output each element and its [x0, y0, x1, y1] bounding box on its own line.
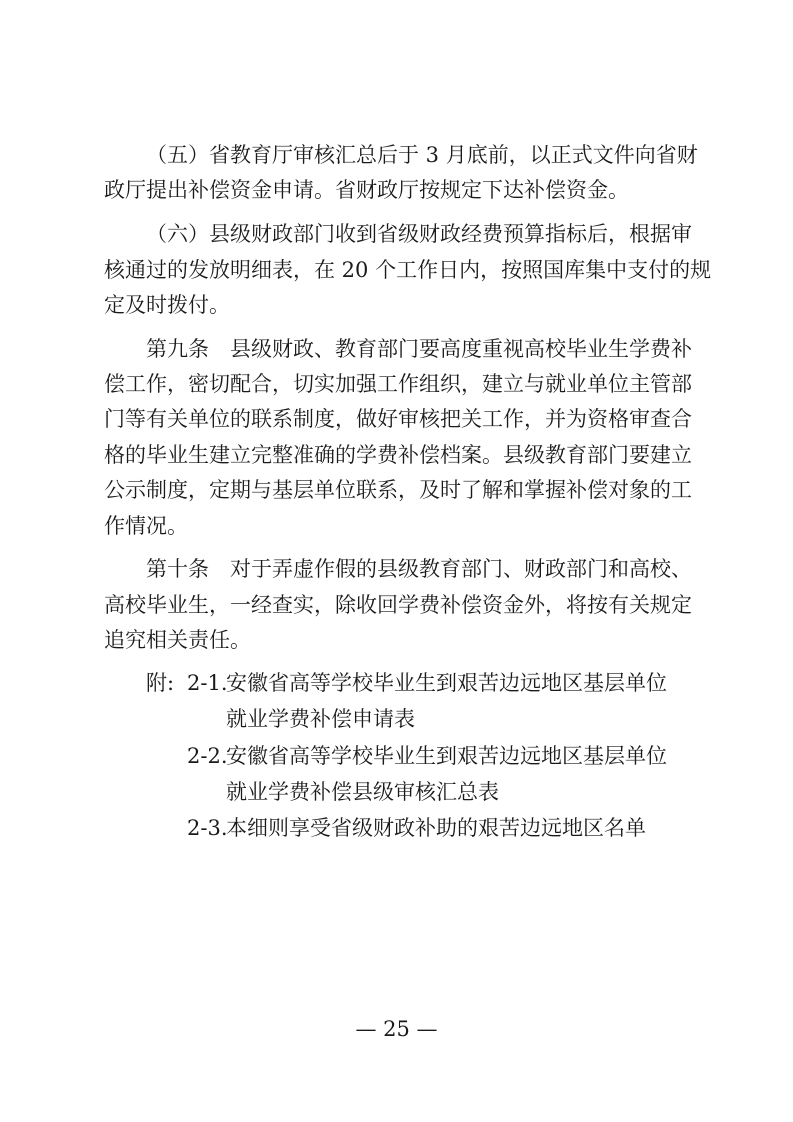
article-10-line-3: 追究相关责任。 — [104, 628, 251, 652]
article-9-line-2: 偿工作，密切配合，切实加强工作组织，建立与就业单位主管部 — [104, 372, 692, 396]
attachment-number: 2-2. — [187, 744, 228, 768]
attachment-title-line-1: 安徽省高等学校毕业生到艰苦边远地区基层单位 — [226, 671, 667, 695]
attachment-number: 2-1. — [187, 671, 228, 695]
paragraph-6-line-3: 定及时拨付。 — [104, 293, 230, 317]
paragraph-6-line-1: （六）县级财政部门收到省级财政经费预算指标后，根据审 — [146, 222, 692, 246]
attachment-title-line-2: 就业学费补偿申请表 — [226, 707, 415, 731]
paragraph-6-line-2: 核通过的发放明细表，在 20 个工作日内，按照国库集中支付的规 — [104, 258, 712, 282]
paragraph-5-line-1: （五）省教育厅审核汇总后于 3 月底前，以正式文件向省财 — [146, 143, 698, 167]
attachment-title-line-1: 安徽省高等学校毕业生到艰苦边远地区基层单位 — [226, 744, 667, 768]
attachment-number: 2-3. — [187, 816, 228, 840]
article-10-line-2: 高校毕业生，一经查实，除收回学费补偿资金外，将按有关规定 — [104, 593, 692, 617]
page-number: — 25 — — [355, 1017, 438, 1041]
article-9-line-3: 门等有关单位的联系制度，做好审核把关工作，并为资格审查合 — [104, 407, 692, 431]
paragraph-5-line-2: 政厅提出补偿资金申请。省财政厅按规定下达补偿资金。 — [104, 178, 629, 202]
attachment-title-line-2: 就业学费补偿县级审核汇总表 — [226, 780, 499, 804]
attachment-title-line-1: 本细则享受省级财政补助的艰苦边远地区名单 — [226, 816, 646, 840]
attachments-label: 附: — [146, 671, 175, 695]
article-10-line-1: 第十条 对于弄虚作假的县级教育部门、财政部门和高校、 — [146, 557, 692, 581]
article-9-line-4: 格的毕业生建立完整准确的学费补偿档案。县级教育部门要建立 — [104, 443, 692, 467]
article-9-line-6: 作情况。 — [104, 514, 188, 538]
article-9-line-5: 公示制度，定期与基层单位联系，及时了解和掌握补偿对象的工 — [104, 478, 692, 502]
article-9-line-1: 第九条 县级财政、教育部门要高度重视高校毕业生学费补 — [146, 337, 692, 361]
